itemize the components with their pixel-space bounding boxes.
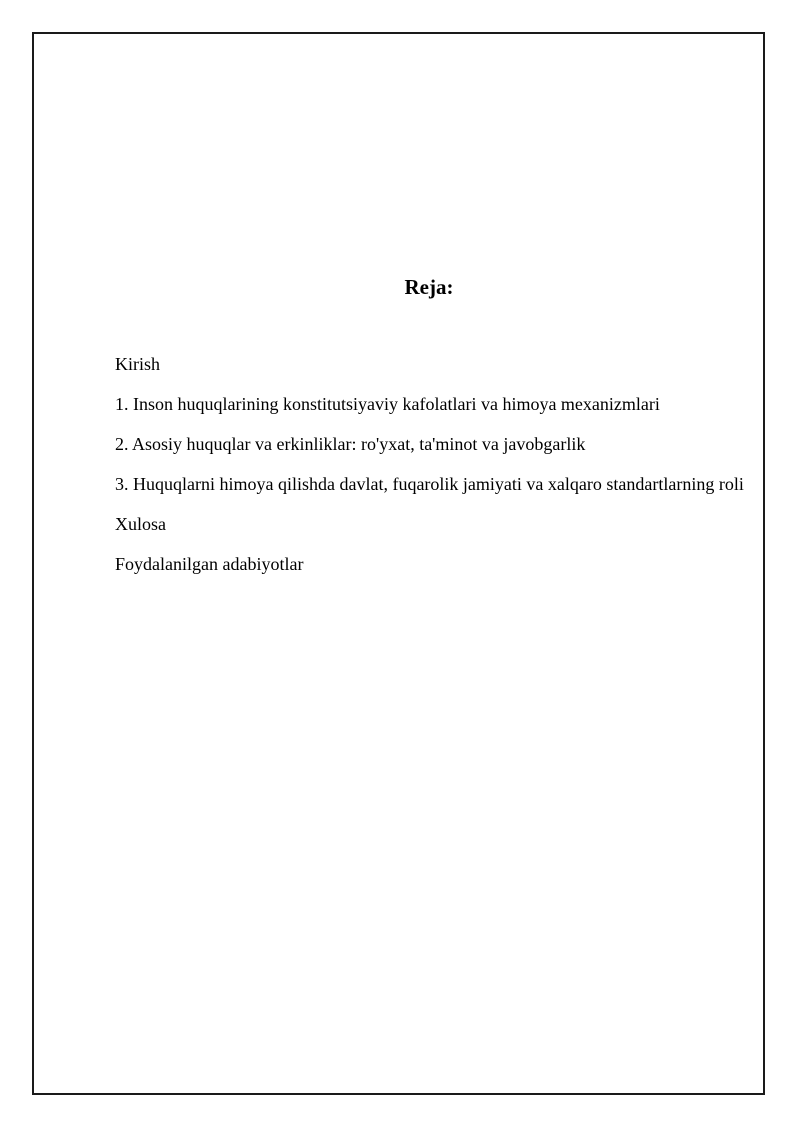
toc-item-1: 1. Inson huquqlarining konstitutsiyaviy kafolatlari va himoya mexanizmlari	[115, 394, 660, 414]
toc-item-introduction: Kirish	[115, 354, 160, 374]
toc-item-2: 2. Asosiy huquqlar va erkinliklar: ro'yxat, ta'minot va javobgarlik	[115, 434, 586, 454]
toc-item-references: Foydalanilgan adabiyotlar	[115, 554, 304, 574]
toc-item-3: 3. Huquqlarni himoya qilishda davlat, fuqarolik jamiyati va xalqaro standartlarning roli	[115, 474, 744, 494]
toc-item-conclusion: Xulosa	[115, 514, 166, 534]
page-title: Reja:	[404, 275, 454, 299]
table-of-contents	[115, 348, 747, 588]
